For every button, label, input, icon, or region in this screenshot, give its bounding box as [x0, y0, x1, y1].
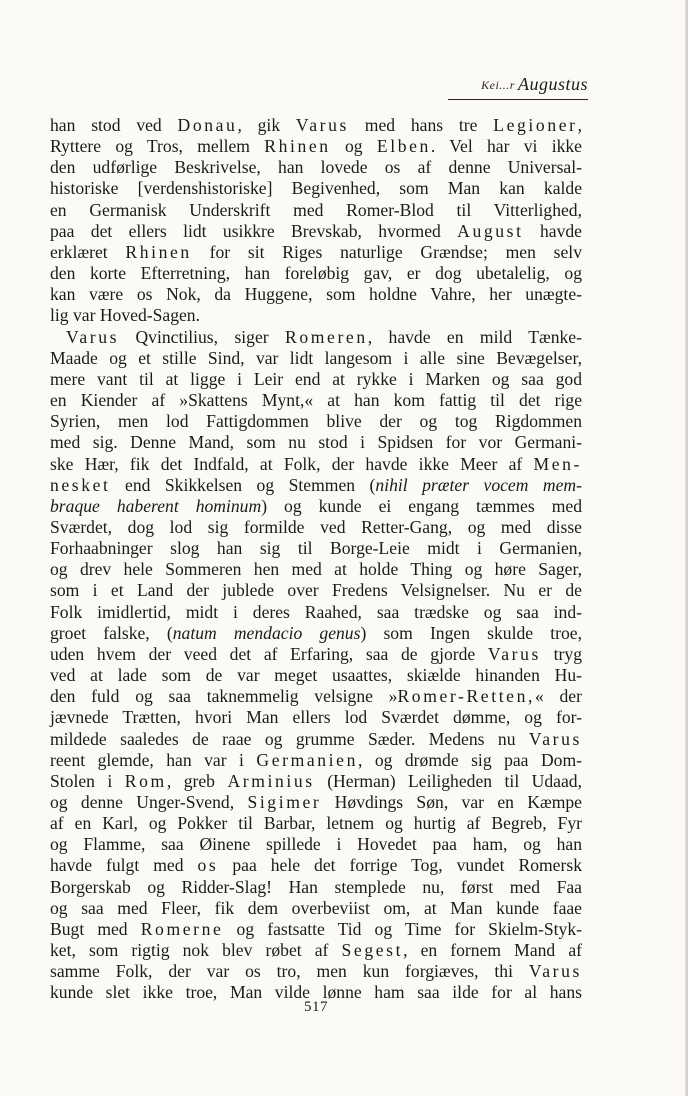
text-run: kan være os Nok, da Huggene, som holdne Vahre, her unægte-: [50, 284, 582, 305]
text-run: ved at lade som de var meget usaattes, skiælde hinanden Hu-: [50, 665, 582, 686]
text-line: [50, 305, 582, 326]
spaced-name: Varus: [528, 728, 582, 749]
spaced-name: Varus: [528, 961, 582, 982]
text-line: [50, 178, 582, 199]
text-line: [50, 940, 582, 961]
text-line: [50, 665, 582, 686]
text-line: [50, 707, 582, 728]
text-line: [50, 602, 582, 623]
text-run: paa det ellers lidt usikkre Brevskab, hvormed: [50, 220, 458, 241]
text-line: [50, 327, 582, 348]
text-run: paa hele det forrige Tog, vundet Romersk: [218, 855, 582, 876]
text-line: [50, 200, 582, 221]
text-line: [50, 454, 582, 475]
text-run: reent glemde, han var i: [50, 749, 257, 770]
text-run: , greb: [166, 770, 228, 791]
text-run: Syrien, men lod Fattigdommen blive der og tog Rigdommen: [50, 411, 582, 432]
text-line: [50, 242, 582, 263]
text-line: [50, 390, 582, 411]
spaced-name: Varus: [295, 115, 349, 135]
text-run: mere vant til at ligge i Leir end at rykke i Marken og saa god: [50, 368, 582, 389]
text-run: med sig. Denne Mand, som nu stod i Spidsen for vor Germani-: [50, 432, 582, 453]
text-line: [50, 898, 582, 919]
text-run: Folk imidlertid, midt i deres Raahed, saa trædske og saa ind-: [50, 601, 582, 622]
body-text: [50, 115, 582, 1004]
text-run: Stolen i: [50, 770, 125, 791]
text-line: [50, 432, 582, 453]
spaced-name: Varus: [487, 643, 541, 664]
spaced-name: Rom: [124, 770, 167, 791]
text-run: og saa med Fleer, fik dem overbeviist om, at Man kunde faae: [50, 897, 582, 918]
text-run: ) og kunde ei engang tæmmes med: [261, 495, 582, 516]
text-line: [50, 729, 582, 750]
text-run: en Germanisk Underskrift med Romer-Blod til Vitterlighed,: [50, 199, 582, 220]
text-run: den udførlige Beskrivelse, han lovede os af denne Universal-: [50, 157, 582, 178]
text-line: [50, 348, 582, 369]
text-run: erklæret: [50, 241, 126, 262]
spaced-name: Elben: [376, 136, 431, 157]
text-run: kunde slet ikke troe, Man vilde lønne ham saa ilde for al hans: [50, 982, 582, 1003]
text-line: [50, 496, 582, 517]
text-line: [50, 644, 582, 665]
text-run: , havde en mild Tænke-: [367, 326, 582, 347]
text-run: havde: [523, 220, 582, 241]
text-line: [50, 115, 582, 136]
text-run: end Skikkelsen og Stemmen (: [110, 474, 376, 495]
text-line: [50, 792, 582, 813]
text-run: samme Folk, der var os tro, men kun forgiæves, thi: [50, 961, 529, 982]
page-number: 517: [304, 999, 328, 1015]
italic-latin: natum mendacio genus: [172, 622, 361, 643]
text-run: Høvdings Søn, var en Kæmpe: [321, 792, 582, 812]
spaced-name: Germanien: [256, 749, 358, 770]
text-line: [50, 623, 582, 644]
text-run: og: [330, 136, 377, 157]
text-run: Forhaabninger slog han sig til Borge-Leie midt i Germanien,: [50, 538, 582, 559]
spaced-name: August: [457, 220, 524, 241]
text-run: af en Karl, og Pokker til Barbar, letnem og hurtig af Begreb, Fyr: [50, 813, 582, 834]
header-rule: [448, 99, 588, 100]
spaced-name: Legioner: [493, 115, 578, 135]
text-run: ske Hær, fik det Indfald, at Folk, der havde ikke Meer af: [50, 453, 534, 474]
text-line: [50, 750, 582, 771]
spaced-name: Romer-Retten,: [397, 686, 535, 707]
running-header: [448, 74, 588, 95]
text-run: for sit Riges naturlige Grændse; men selv: [191, 241, 582, 262]
text-line: [50, 877, 582, 898]
text-run: en Kiender af »Skattens Mynt,« at han kom fattig til det rige: [50, 390, 582, 411]
text-run: . Vel har vi ikke: [430, 136, 582, 157]
text-run: groet falske, (: [50, 622, 173, 643]
text-line: [50, 580, 582, 601]
text-line: [50, 369, 582, 390]
text-run: med hans tre: [349, 115, 494, 135]
text-run: , gik: [237, 115, 296, 135]
text-run: og drev hele Sommeren hen med at holde Thing og høre Sager,: [50, 559, 582, 580]
italic-latin: braque haberent hominum: [50, 495, 262, 516]
text-line: [50, 961, 582, 982]
handwritten-annotation: Kei...r: [481, 78, 515, 92]
text-run: Qvinctilius, siger: [119, 326, 286, 347]
spaced-name: nesket: [50, 474, 111, 495]
text-line: [50, 221, 582, 242]
text-line: [50, 263, 582, 284]
text-line: [50, 919, 582, 940]
text-run: og Flamme, saa Øinene spillede i Hovedet paa ham, og han: [50, 834, 582, 855]
running-title: Augustus: [517, 74, 588, 94]
text-run: , og drømde sig paa Dom-: [357, 749, 582, 770]
text-run: Borgerskab og Ridder-Slag! Han stemplede nu, først med Faa: [50, 876, 582, 897]
italic-latin: nihil præter vocem mem-: [375, 474, 582, 495]
text-line: [50, 475, 582, 496]
text-run: og fastsatte Tid og Time for Skielm-Styk-: [223, 918, 582, 939]
spaced-name: Varus: [66, 326, 120, 347]
text-line: [50, 517, 582, 538]
text-run: (Herman) Leiligheden til Udaad,: [314, 770, 582, 791]
spaced-name: Donau: [177, 115, 238, 135]
text-line: [50, 813, 582, 834]
spaced-name: Romeren: [285, 326, 368, 347]
text-line: [50, 855, 582, 876]
text-line: [50, 771, 582, 792]
text-line: [50, 411, 582, 432]
text-run: havde fulgt med: [50, 855, 198, 876]
spaced-name: os: [197, 855, 219, 876]
spaced-name: Romerne: [140, 918, 224, 939]
text-run: ,: [577, 115, 582, 135]
text-run: og denne Unger-Svend,: [50, 792, 248, 812]
text-run: Ryttere og Tros, mellem: [50, 136, 265, 157]
text-line: [50, 686, 582, 707]
text-run: som i et Land der jublede over Fredens Velsignelser. Nu er de: [50, 580, 582, 601]
text-line: [50, 136, 582, 157]
text-run: han stod ved: [50, 115, 178, 135]
text-line: [50, 834, 582, 855]
text-line: [50, 538, 582, 559]
text-run: lig var Hoved-Sagen.: [50, 305, 200, 326]
text-run: ket, som rigtig nok blev røbet af: [50, 940, 342, 961]
text-run: , en fornem Mand af: [403, 940, 582, 961]
text-run: mildede saaledes de raae og grumme Sæder. Medens nu: [50, 728, 529, 749]
text-line: [50, 157, 582, 178]
spaced-name: Rhinen: [125, 241, 192, 262]
text-line: [50, 559, 582, 580]
spaced-name: Arminius: [227, 770, 315, 791]
text-run: historiske [verdenshistoriske] Begivenhed, som Man kan kalde: [50, 178, 582, 199]
spaced-name: Men-: [533, 453, 582, 474]
text-run: ) som Ingen skulde troe,: [360, 622, 582, 643]
spaced-name: Sigimer: [247, 792, 322, 812]
text-run: Bugt med: [50, 918, 141, 939]
text-run: jævnede Trætten, hvori Man ellers lod Sværdet dømme, og for-: [50, 707, 582, 728]
text-run: den korte Efterretning, han foreløbig gav, er dog ubetalelig, og: [50, 263, 582, 284]
text-run: uden hvem der veed det af Erfaring, saa de gjorde: [50, 643, 488, 664]
text-run: « der: [534, 686, 582, 707]
text-run: Sværdet, dog lod sig formilde ved Retter-Gang, og med disse: [50, 516, 582, 537]
text-run: tryg: [540, 643, 582, 664]
spaced-name: Rhinen: [264, 136, 331, 157]
text-run: Maade og et stille Sind, var lidt langesom i alle sine Bevægelser,: [50, 347, 582, 368]
text-line: [50, 284, 582, 305]
spaced-name: Segest: [341, 940, 404, 961]
text-run: den fuld og saa taknemmelig velsigne »: [50, 686, 398, 707]
